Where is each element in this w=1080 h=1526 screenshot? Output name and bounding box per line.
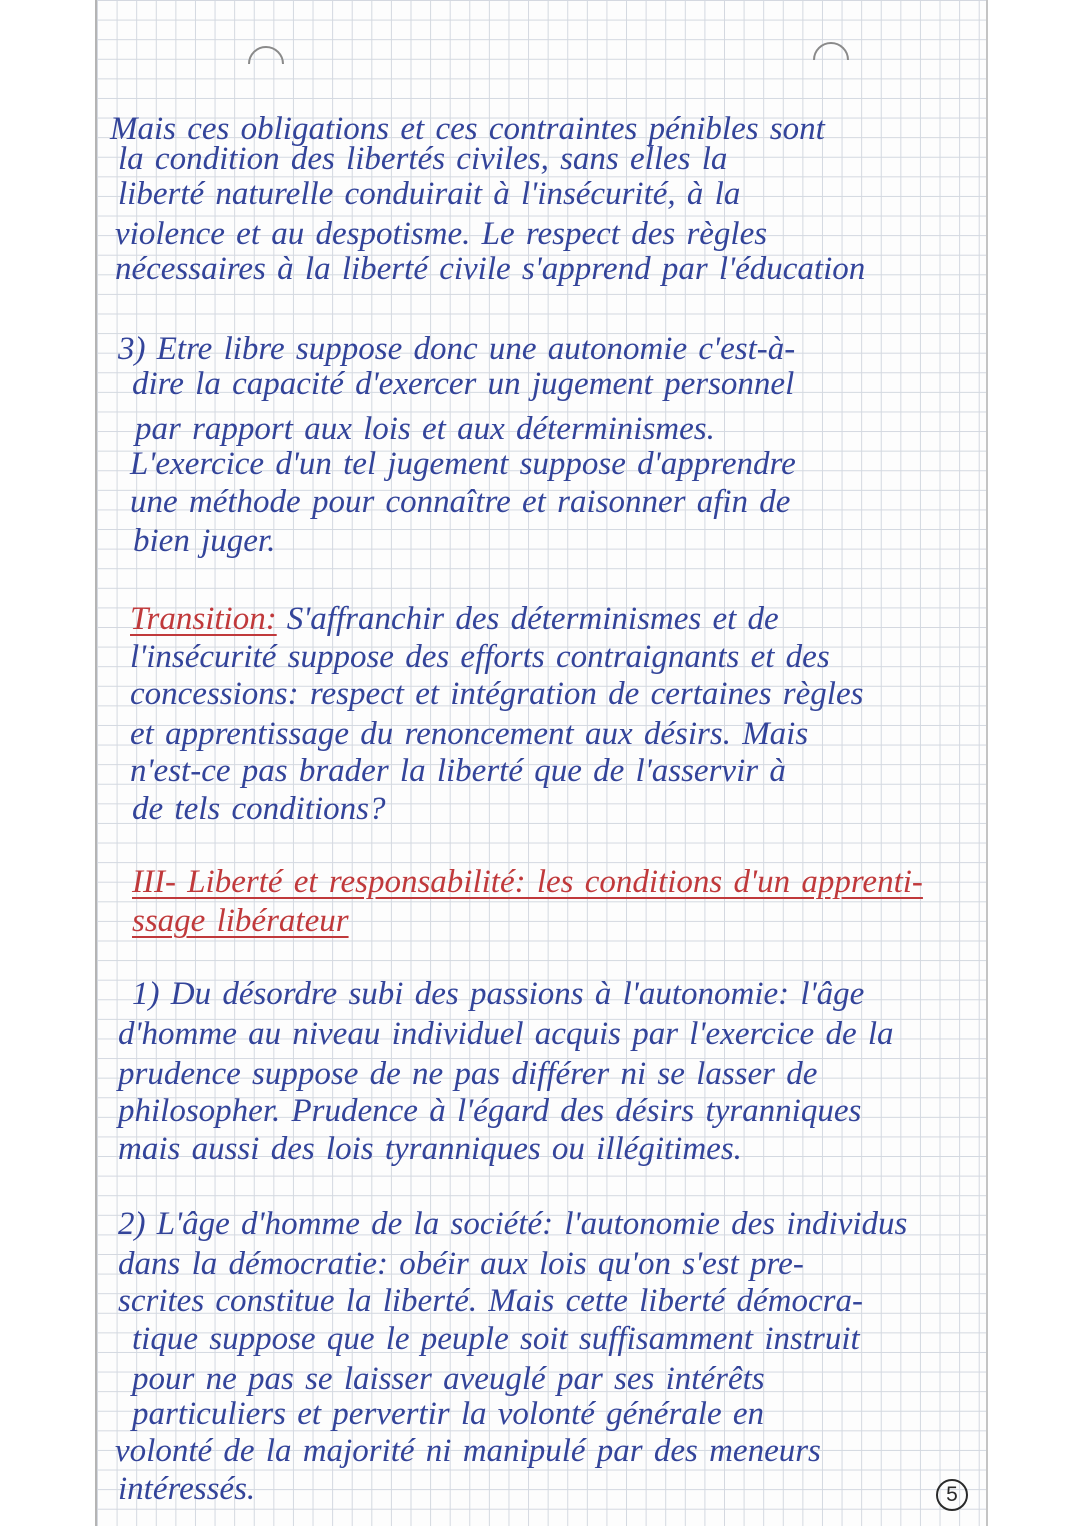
text-line: nécessaires à la liberté civile s'apprend par l'éducation [115,251,866,287]
text-line: mais aussi des lois tyranniques ou illégitimes. [118,1131,742,1167]
punch-hole-right [814,43,848,60]
text-fragment: S'affranchir des déterminismes et de [286,601,779,637]
heading-line: III- Liberté et responsabilité: les conditions d'un apprenti- [132,864,923,900]
text-line: scrites constitue la liberté. Mais cette liberté démocra- [118,1283,863,1319]
text-line: l'insécurité suppose des efforts contraignants et des [130,639,830,675]
text-line: une méthode pour connaître et raisonner afin de [130,484,791,520]
text-line: volonté de la majorité ni manipulé par des meneurs [115,1433,821,1469]
text-line: liberté naturelle conduirait à l'insécurité, à la [118,176,741,212]
text-line: Mais ces obligations et ces contraintes pénibles sont [110,111,825,147]
text-line: L'exercice d'un tel jugement suppose d'apprendre [130,446,796,482]
text-line: prudence suppose de ne pas différer ni se lasser de [118,1056,818,1092]
transition-label: Transition: [130,601,277,637]
text-line: dans la démocratie: obéir aux lois qu'on s'est pre- [118,1246,804,1282]
text-line: la condition des libertés civiles, sans elles la [118,141,728,177]
text-line: d'homme au niveau individuel acquis par l'exercice de la [118,1016,894,1052]
text-line: particuliers et pervertir la volonté générale en [132,1396,765,1432]
text-line: n'est-ce pas brader la liberté que de l'asservir à [130,753,786,789]
page-number-circle: 5 [936,1479,968,1511]
text-line: et apprentissage du renoncement aux désirs. Mais [130,716,809,752]
text-line: 1) Du désordre subi des passions à l'autonomie: l'âge [132,976,865,1012]
text-line: tique suppose que le peuple soit suffisamment instruit [132,1321,860,1357]
text-line: 3) Etre libre suppose donc une autonomie c'est-à- [118,331,796,367]
text-line: intéressés. [118,1471,256,1507]
text-line [130,601,779,637]
text-line: pour ne pas se laisser aveuglé par ses intérêts [132,1361,765,1397]
heading-line: ssage libérateur [132,903,349,939]
text-line: philosopher. Prudence à l'égard des désirs tyranniques [118,1093,862,1129]
text-line: dire la capacité d'exercer un jugement personnel [132,366,795,402]
text-line: de tels conditions? [132,791,386,827]
text-line: concessions: respect et intégration de certaines règles [130,676,864,712]
punch-hole-left [249,47,283,64]
text-line: violence et au despotisme. Le respect des règles [115,216,768,252]
text-line: par rapport aux lois et aux déterminismes. [135,411,715,447]
text-line: bien juger. [133,523,276,559]
punch-holes [0,0,1080,100]
text-line: 2) L'âge d'homme de la société: l'autonomie des individus [118,1206,908,1242]
